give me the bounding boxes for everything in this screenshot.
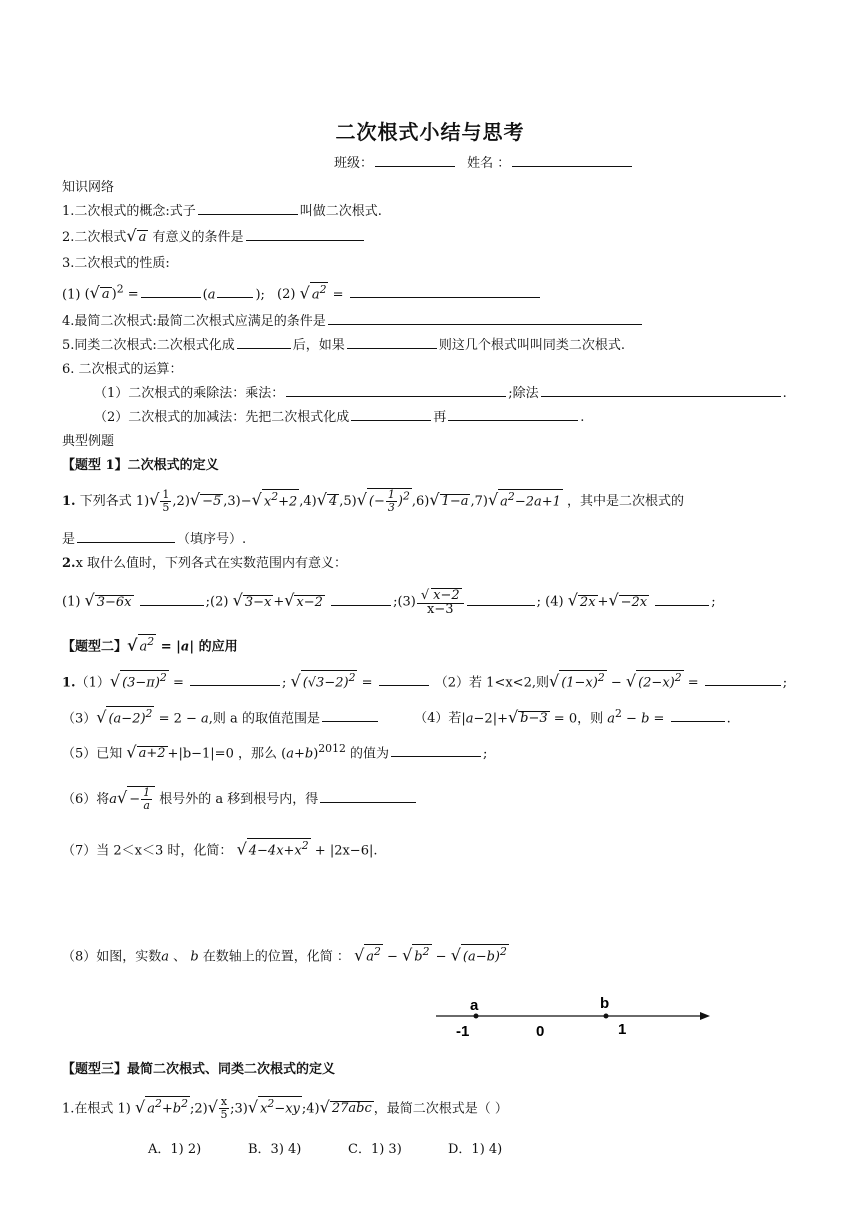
k5-post: 则这几个根式叫叫同类二次根式. [438, 338, 625, 353]
knowledge-2: 2.二次根式√ a 有意义的条件是 [62, 226, 366, 245]
t1q2-blank-3[interactable] [467, 593, 535, 606]
type1-heading: 【题型 1】二次根式的定义 [62, 458, 219, 473]
tick-label-1: 1 [618, 1021, 627, 1038]
knowledge-1 [62, 200, 382, 219]
tick-label-neg1: -1 [456, 1023, 470, 1040]
t2q1-blank-1[interactable] [190, 673, 280, 686]
t1q1-pre: 下列各式 [79, 494, 132, 509]
point-a [474, 1014, 479, 1019]
t1-question-2-items: (1) √ 3−6x ;(2) √ 3−x +√ x−2 ;(3) $\frac{√ x-2}{x-3}$ ; (4) √ 2x +√ −2x ; [62, 588, 716, 617]
k3-p2: (2) [277, 287, 296, 303]
t1q1-post: ，其中是二次根式的 [567, 494, 685, 509]
t1-question-1-line2 [62, 528, 246, 547]
t2q6-post: 根号外的 a 移到根号内，得 [159, 792, 319, 807]
t2q1-p1: （1） [75, 675, 110, 691]
t2q5-post: 的值为 [350, 746, 390, 762]
k6-1-blank-1[interactable] [286, 384, 506, 397]
k3-blank-2[interactable] [217, 285, 253, 298]
knowledge-6-1 [94, 382, 787, 401]
k4-blank[interactable] [328, 312, 642, 325]
choice-a[interactable]: A．1) 2) [148, 1142, 202, 1157]
k2-mid: 有意义的条件是 [152, 230, 244, 245]
point-b [604, 1014, 609, 1019]
label-a: a [470, 997, 479, 1014]
t1q1-line2-post: （填序号）. [177, 532, 247, 547]
t1q1-blank[interactable] [77, 530, 175, 543]
k6-2-blank-1[interactable] [351, 408, 431, 421]
t2q8-pre: （8）如图，实数 [62, 949, 162, 965]
choice-c[interactable]: C．1) 3) [348, 1142, 402, 1157]
type3-heading: 【题型三】最简二次根式、同类二次根式的定义 [62, 1062, 336, 1077]
page-title: 二次根式小结与思考 [335, 120, 525, 144]
t2-question-5: （5）已知 √ a+2 +|b−1|=0 ，那么 $(a+b)^{2012}$ 的值为 ; [62, 742, 488, 762]
t2q6-pre: （6）将 [62, 792, 110, 807]
t2q5-mid: ，那么 [237, 746, 277, 762]
section-knowledge: 知识网络 [62, 180, 115, 195]
t1q1-line2-pre: 是 [62, 532, 76, 547]
t2q5-pre: （5）已知 [62, 746, 123, 762]
class-label: 班级： [334, 156, 374, 171]
choice-b[interactable]: B．3) 4) [248, 1142, 302, 1157]
arrow-icon [700, 1012, 710, 1020]
class-blank[interactable] [375, 154, 455, 167]
t2-question-7: （7）当 2＜x＜3 时，化简： √ $4-4x+x^2 + |2x-6|$. [62, 839, 378, 859]
k3-p1: (1) [62, 287, 81, 303]
t2-question-3-4: （3）√ $(a-2)^2 = 2 - a$,则 a 的取值范围是 （4）若|a−2|+√ b−3 = 0，则 $a^2 - b$ = . [62, 707, 731, 727]
t3q1-post: ，最简二次根式是（ ） [373, 1101, 508, 1117]
t3-question-1: 1.在根式 1) √ $a^2+b^2$ ;2)√ $\frac{x}{5}$ ;3)√ $x^2-xy$ ;4)√ 27abc ，最简二次根式是（ ） [62, 1095, 508, 1122]
k4-text: 4.最简二次根式:最简二次根式应满足的条件是 [62, 314, 326, 329]
k3-blank-1[interactable] [141, 285, 201, 298]
t1q2-blank-1[interactable] [140, 593, 204, 606]
k6-2-post: . [580, 410, 585, 425]
k6-2-blank-2[interactable] [448, 408, 578, 421]
k6-1-blank-2[interactable] [541, 384, 781, 397]
tick-label-0: 0 [536, 1023, 545, 1040]
t2q3-text: ,则 a 的取值范围是 [208, 711, 320, 727]
choices [148, 1138, 548, 1157]
k1-post: 叫做二次根式. [299, 204, 382, 219]
t2q1-blank-3[interactable] [705, 673, 781, 686]
t2q4-blank[interactable] [671, 709, 725, 722]
t2q3-p3: （3） [62, 711, 97, 727]
t2q1-num: 1. [62, 675, 76, 691]
t3q1-pre: 1.在根式 [62, 1101, 114, 1117]
t2q5-blank[interactable] [391, 744, 481, 757]
t2q4-p4: （4）若 [414, 711, 462, 727]
section-examples: 典型例题 [62, 434, 115, 449]
t2q8-mid: 在数轴上的位置，化简 ： [202, 949, 350, 965]
t1q2-blank-4[interactable] [655, 593, 709, 606]
k6-1-pre: （1）二次根式的乘除法：乘法： [94, 386, 285, 401]
t2q7-pre: （7）当 2＜x＜3 时，化简： [62, 843, 233, 859]
type2-post: 的应用 [198, 639, 238, 655]
k5-pre: 5.同类二次根式:二次根式化成 [62, 338, 235, 353]
k5-blank-1[interactable] [237, 336, 291, 349]
knowledge-3: 3.二次根式的性质: [62, 256, 170, 271]
knowledge-6-2 [94, 406, 584, 425]
k5-blank-2[interactable] [347, 336, 437, 349]
k6-2-mid: 再 [433, 410, 447, 425]
t1q2-blank-2[interactable] [331, 593, 391, 606]
type2-heading: 【题型二】√ $a^2 = |a|$ 的应用 [62, 635, 238, 655]
k3-blank-3[interactable] [350, 285, 540, 298]
t2-question-6: （6）将a√ − $\frac{1}{a}$ 根号外的 a 移到根号内，得 [62, 786, 418, 812]
t1-question-1: 1. 下列各式 1)√ $\frac{1}{5}$ ,2)√ −5 ,3)−√ $x^2+2$ ,4)√ 4 ,5)√ (− $\frac{1}{3}$ )$^2$ ,6)√ 1−a ,7)√ $a^2-2a+1$ ，其中是二次根式的 [62, 488, 685, 514]
t2q6-blank[interactable] [320, 790, 416, 803]
k6-1-post: . [782, 386, 787, 401]
t1q2-text: x 取什么值时，下列各式在实数范围内有意义： [75, 556, 348, 571]
k6-2-pre: （2）二次根式的加减法：先把二次根式化成 [94, 410, 350, 425]
name-blank[interactable] [512, 154, 632, 167]
name-label: 姓名 ： [467, 156, 511, 171]
knowledge-3-items: (1) (√ a )$^2$ = (a ); (2) √ $a^2$ = [62, 282, 542, 302]
t1-question-2 [62, 552, 347, 571]
header-fields [334, 152, 634, 171]
t1q2-num: 2. [62, 556, 76, 571]
k6-1-mid: ;除法 [508, 386, 539, 401]
t2-question-8: （8）如图，实数a 、 b 在数轴上的位置，化简 ： √ $a^2$ − √ $b^2$ − √ $(a-b)^2$ [62, 945, 507, 965]
t2q1-p2: （2）若 1<x<2,则 [434, 675, 549, 691]
t1q1-num: 1. [62, 494, 76, 509]
t2q4-text: ，则 [577, 711, 604, 727]
label-b: b [600, 995, 610, 1012]
type2-pre: 【题型二】 [62, 639, 128, 655]
knowledge-4 [62, 310, 644, 329]
t2-question-1: 1.（1）√ $(3-\pi)^2$ = ; √ $(√3-2)^2 = (2)$若 1<x<2,则√ $(1-x)^2$ − √ $(2-x)^2$ = ; [62, 671, 788, 691]
k2-blank[interactable] [246, 228, 364, 241]
k1-pre: 1.二次根式的概念:式子 [62, 204, 196, 219]
t2q3-blank[interactable] [322, 709, 378, 722]
number-line [430, 990, 720, 1046]
k1-blank[interactable] [198, 202, 298, 215]
knowledge-6: 6. 二次根式的运算： [62, 362, 183, 377]
knowledge-5 [62, 334, 625, 353]
t2q1-blank-2[interactable] [379, 673, 429, 686]
k2-pre: 2.二次根式 [62, 230, 127, 245]
choice-d[interactable]: D．1) 4) [448, 1142, 503, 1157]
k5-mid: 后，如果 [292, 338, 345, 353]
